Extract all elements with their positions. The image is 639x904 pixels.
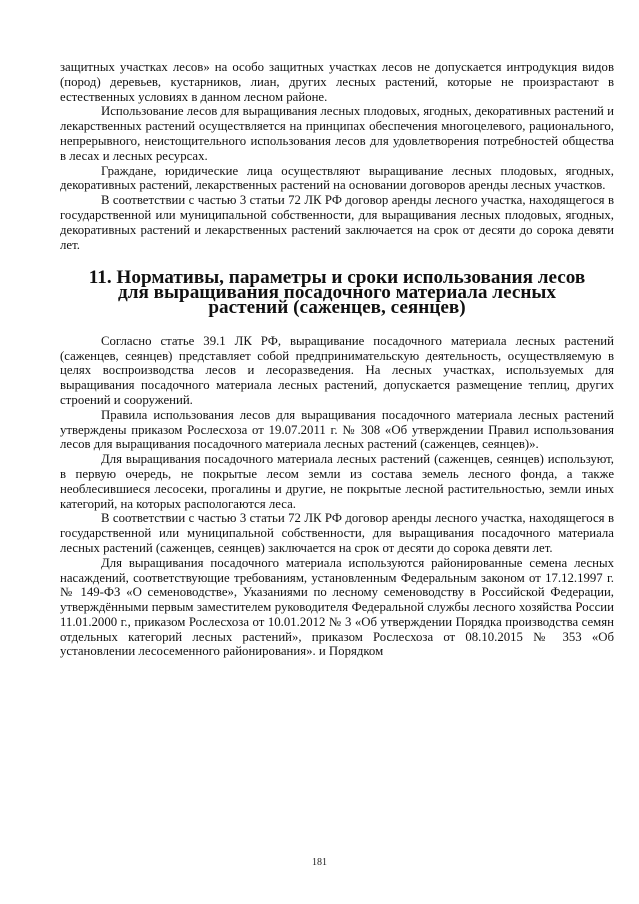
paragraph: Граждане, юридические лица осуществляют выращивание лесных плодовых, ягодных, декоративных растений, лекарственных растений на основании договоров аренды лесных участков. — [60, 163, 614, 193]
paragraph: Для выращивания посадочного материала лесных растений (саженцев, сеянцев) используют, в первую очередь, не покрытые лесом земли из состава земель лесного фонда, а также необлесившиеся лесосеки, прогалины и другие, не покрытые лесной растительностью, земли иных категорий, на которых распологаются леса. — [60, 452, 614, 511]
paragraph: В соответствии с частью 3 статьи 72 ЛК РФ договор аренды лесного участка, находящегося в государственной или муниципальной собственности, для выращивания лесных плодовых, ягодных, декоративных растений и лекарственных растений заключается на срок от десяти до сорока девяти лет. — [60, 193, 614, 252]
paragraph: Согласно статье 39.1 ЛК РФ, выращивание посадочного материала лесных растений (саженцев, сеянцев) представляет собой предпринимательскую деятельность, осуществляемую в целях воспроизводства лесов и лесоразведения. На лесных участках, используемых для выращивания посадочного материала лесных растений, допускается размещение теплиц, других строений и сооружений. — [60, 333, 614, 407]
section-heading: 11. Нормативы, параметры и сроки использования лесов для выращивания посадочного материала лесных растений (саженцев, сеянцев) — [88, 267, 586, 318]
page-number: 181 — [312, 857, 327, 868]
section-10-tail — [60, 60, 614, 252]
document-page — [60, 60, 614, 659]
paragraph: защитных участках лесов» на особо защитных участках лесов не допускается интродукция видов (пород) деревьев, кустарников, лиан, других лесных растений, которые не произрастают в естественных условиях в данном лесном районе. — [60, 60, 614, 104]
paragraph: Для выращивания посадочного материала используются районированные семена лесных насаждений, соответствующие требованиям, установленным Федеральным законом от 17.12.1997 г. № 149-ФЗ «О семеноводстве», Указаниями по лесному семеноводству в Российской Федерации, утверждёнными первым заместителем руководителя Федеральной службы лесного хозяйства России 11.01.2000 г., приказом Рослесхоза от 10.01.2012 № 3 «Об утверждении Порядка производства семян отдельных категорий лесных растений», приказом Рослесхоза от 08.10.2015 № 353 «Об установлении лесосеменного районирования». и Порядком — [60, 555, 614, 659]
paragraph: Использование лесов для выращивания лесных плодовых, ягодных, декоративных растений и лекарственных растений осуществляется на принципах обеспечения многоцелевого, рационального, непрерывного, неистощительного использования лесов для удовлетворения потребностей общества в лесах и лесных ресурсах. — [60, 104, 614, 163]
section-11-body — [60, 334, 614, 660]
paragraph: Правила использования лесов для выращивания посадочного материала лесных растений утверждены приказом Рослесхоза от 19.07.2011 г. № 308 «Об утверждении Правил использования лесов для выращивания посадочного материала лесных растений (саженцев, сеянцев)». — [60, 407, 614, 452]
paragraph: В соответствии с частью 3 статьи 72 ЛК РФ договор аренды лесного участка, находящегося в государственной или муниципальной собственности, для выращивания посадочного материала лесных растений (саженцев, сеянцев) заключается на срок от десяти до сорока девяти лет. — [60, 511, 614, 555]
